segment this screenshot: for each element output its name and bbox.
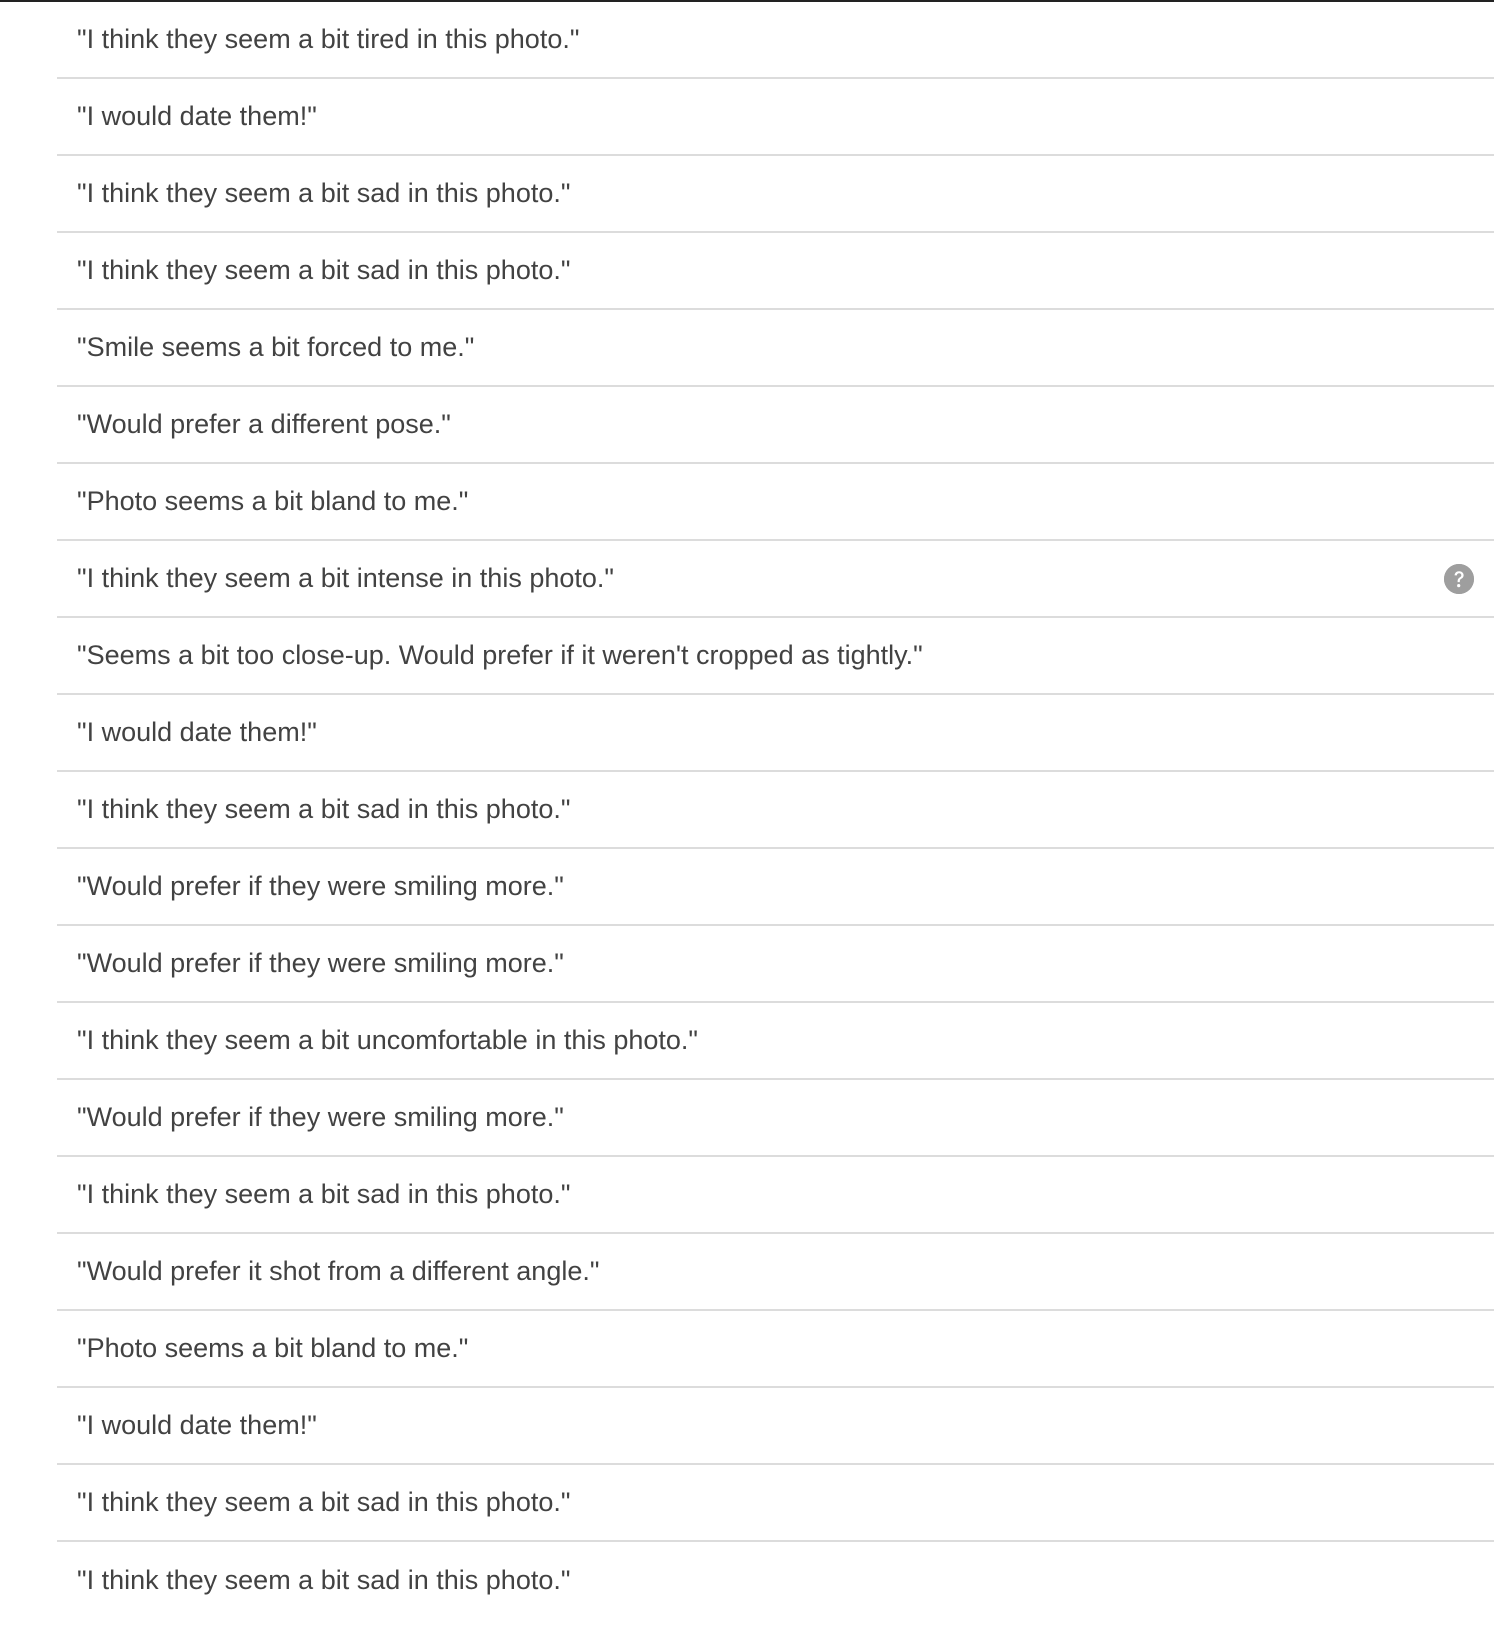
list-item[interactable] xyxy=(57,618,1494,695)
comment-text: "I think they seem a bit sad in this photo." xyxy=(77,255,571,285)
list-item[interactable] xyxy=(57,1234,1494,1311)
comment-text: "I think they seem a bit sad in this photo." xyxy=(77,794,571,824)
comment-text: "I think they seem a bit tired in this photo." xyxy=(77,24,580,54)
comment-text: "I think they seem a bit sad in this photo." xyxy=(77,1487,571,1517)
list-item[interactable] xyxy=(57,849,1494,926)
list-item[interactable] xyxy=(57,695,1494,772)
help-circle-icon-glyph xyxy=(1444,564,1474,594)
list-item[interactable] xyxy=(57,464,1494,541)
comment-text: "Seems a bit too close-up. Would prefer if it weren't cropped as tightly." xyxy=(77,640,923,670)
list-item[interactable] xyxy=(57,1542,1494,1619)
comment-text: "I think they seem a bit sad in this photo." xyxy=(77,1565,571,1595)
comment-text: "I would date them!" xyxy=(77,717,317,747)
comment-text: "Photo seems a bit bland to me." xyxy=(77,486,469,516)
list-item[interactable] xyxy=(57,1311,1494,1388)
comment-text: "I think they seem a bit intense in this photo." xyxy=(77,563,614,593)
help-circle-icon[interactable] xyxy=(1444,564,1474,594)
list-item[interactable] xyxy=(57,1157,1494,1234)
list-item[interactable] xyxy=(57,387,1494,464)
comment-text: "Would prefer a different pose." xyxy=(77,409,451,439)
list-item[interactable] xyxy=(57,926,1494,1003)
list-item[interactable] xyxy=(57,233,1494,310)
list-item[interactable] xyxy=(57,1080,1494,1157)
comment-text: "Would prefer if they were smiling more." xyxy=(77,871,564,901)
list-item[interactable] xyxy=(57,1388,1494,1465)
list-item[interactable] xyxy=(57,156,1494,233)
list-item[interactable] xyxy=(57,1465,1494,1542)
comment-text: "I would date them!" xyxy=(77,1410,317,1440)
comment-text: "Would prefer if they were smiling more." xyxy=(77,1102,564,1132)
list-item[interactable] xyxy=(57,79,1494,156)
comment-text: "I think they seem a bit sad in this photo." xyxy=(77,178,571,208)
comment-text: "Would prefer if they were smiling more." xyxy=(77,948,564,978)
list-item[interactable] xyxy=(57,2,1494,79)
comment-text: "Would prefer it shot from a different angle." xyxy=(77,1256,600,1286)
list-item[interactable] xyxy=(57,310,1494,387)
list-item[interactable] xyxy=(57,772,1494,849)
comment-text: "I think they seem a bit uncomfortable in this photo." xyxy=(77,1025,698,1055)
comment-text: "Smile seems a bit forced to me." xyxy=(77,332,475,362)
list-item[interactable] xyxy=(57,1003,1494,1080)
comment-list xyxy=(57,2,1494,1619)
comment-text: "Photo seems a bit bland to me." xyxy=(77,1333,469,1363)
comment-text: "I think they seem a bit sad in this photo." xyxy=(77,1179,571,1209)
list-item[interactable] xyxy=(57,541,1494,618)
comment-text: "I would date them!" xyxy=(77,101,317,131)
